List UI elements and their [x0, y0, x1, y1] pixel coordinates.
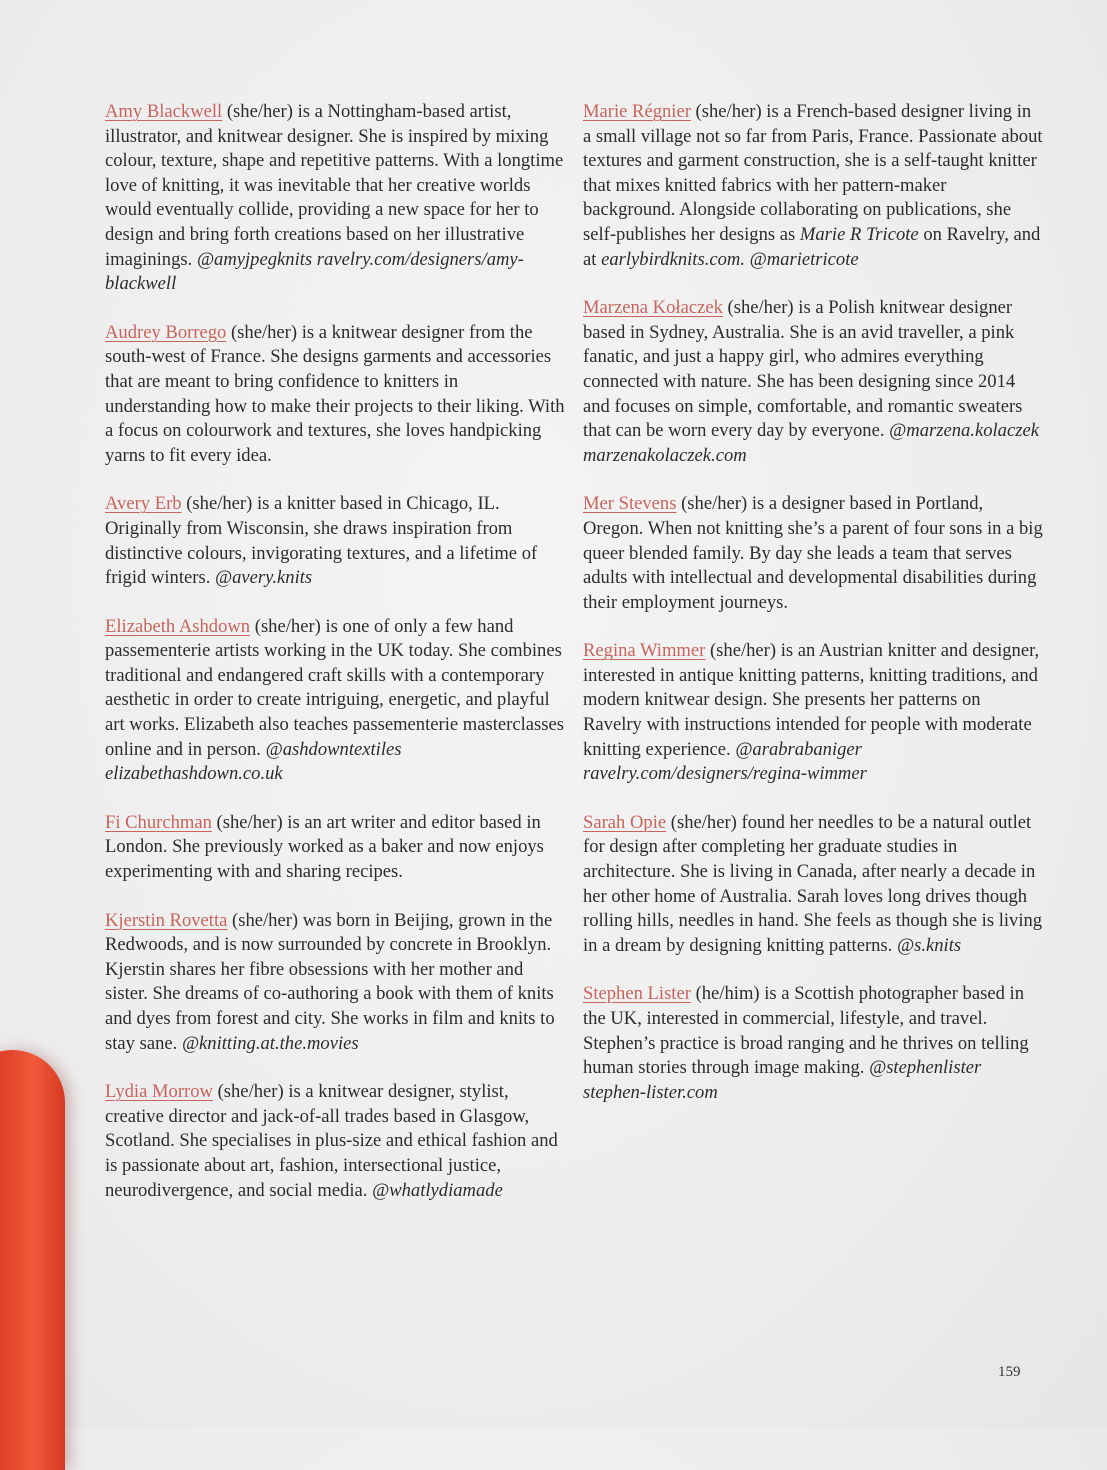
bio-text: is a designer based in Portland, Oregon. When not knitting she’s a parent of four sons in a big queer blended family. By day she leads a team that serves adults with intellectual and developmental disabilities during their employment journeys.	[583, 493, 1043, 613]
social-handle: @ashdowntextiles elizabethashdown.co.uk	[105, 738, 402, 785]
bio-marzena-kolaczek	[583, 296, 1043, 468]
bio-stephen-lister	[583, 982, 1043, 1105]
pronouns: (she/her)	[226, 321, 298, 343]
pronouns: (he/him)	[690, 983, 760, 1005]
pronouns: (she/her)	[666, 811, 737, 833]
pronouns: (she/her)	[722, 297, 794, 319]
social-handle: earlybirdknits.com. @marietricote	[601, 248, 859, 270]
social-handle: @marzena.kolaczek marzenakolaczek.com	[583, 420, 1039, 466]
designer-name-link[interactable]: Regina Wimmer	[583, 640, 706, 662]
designer-name-link[interactable]: Amy Blackwell	[105, 101, 223, 122]
bio-text: found her needles to be a natural outlet for design after completing her graduate studies in architecture. She is living in Canada, after nearly a decade in her other home of Australia. Sarah loves long drives though rolling hills, needles in hand. She feels as though she is living in a dream by designing knitting patterns.	[583, 811, 1043, 956]
designer-name-link[interactable]: Lydia Morrow	[105, 1081, 213, 1103]
brand-name: Marie R Tricote	[799, 223, 919, 245]
social-handle: @knitting.at.the.movies	[181, 1032, 359, 1054]
bio-amy-blackwell	[105, 100, 565, 297]
bio-text: is a Scottish photographer based in the UK, interested in commercial, lifestyle, and travel. Stephen’s practice is broad ranging and he thrives on telling human stories through image making.	[583, 983, 1029, 1079]
bio-kjerstin-rovetta	[105, 909, 565, 1057]
designer-name-link[interactable]: Elizabeth Ashdown	[105, 615, 251, 637]
pronouns: (she/her)	[181, 493, 253, 515]
bio-text: is one of only a few hand passementerie artists working in the UK today. She combines traditional and endangered craft skills with a contemporary aesthetic in order to create intriguing, energetic, and playful art works. Elizabeth also teaches passementerie masterclasses online and in person.	[105, 615, 564, 760]
pronouns: (she/her)	[222, 101, 293, 122]
bio-text: is a knitwear designer, stylist, creative director and jack-of-all trades based in Glasgow, Scotland. She specialises in plus-size and ethical fashion and is passionate about art, fashion, intersectional justice, neurodivergence, and social media.	[105, 1081, 558, 1201]
bio-sarah-opie	[583, 811, 1043, 959]
designer-name-link[interactable]: Marzena Kołaczek	[583, 297, 723, 319]
social-handle: @whatlydiamade	[372, 1179, 503, 1201]
red-object-photo	[0, 1050, 65, 1470]
bio-text: is an Austrian knitter and designer, interested in antique knitting patterns, knitting traditions, and modern knitwear design. She presents her patterns on Ravelry with instructions intended for people with moderate knitting experience.	[583, 640, 1040, 760]
bio-avery-erb	[105, 492, 565, 590]
designer-name-link[interactable]: Mer Stevens	[583, 493, 677, 515]
designer-name-link[interactable]: Audrey Borrego	[105, 321, 227, 343]
bio-text: is a knitwear designer from the south-west of France. She designs garments and accessories that are meant to bring confidence to knitters in understanding how to make their projects to their liking. With a focus on colourwork and textures, she loves handpicking yarns to fit every idea.	[105, 321, 565, 466]
bio-fi-churchman	[105, 811, 565, 885]
social-handle: @arabrabaniger ravelry.com/designers/regina-wimmer	[583, 738, 867, 785]
designer-name-link[interactable]: Avery Erb	[105, 493, 182, 515]
bio-marie-regnier	[583, 100, 1043, 272]
social-handle: @stephenlister stephen-lister.com	[583, 1057, 982, 1103]
bio-text: was born in Beijing, grown in the Redwoods, and is now surrounded by concrete in Brooklyn. Kjerstin shares her fibre obsessions with her mother and sister. She dreams of co-authoring a book with them of knits and dyes from forest and city. She works in film and knits to stay sane.	[105, 909, 555, 1054]
pronouns: (she/her)	[227, 909, 299, 931]
pronouns: (she/her)	[212, 1081, 284, 1103]
pronouns: (she/her)	[705, 640, 777, 662]
bio-text: is a Polish knitwear designer based in Sydney, Australia. She is an avid traveller, a pink fanatic, and just a happy girl, who admires everything connected with nature. She has been designing since 2014 and focuses on simple, comfortable, and romantic sweaters that can be worn every day by everyone.	[583, 297, 1023, 442]
bio-audrey-borrego	[105, 321, 565, 469]
designer-name-link[interactable]: Stephen Lister	[583, 983, 691, 1005]
bio-mer-stevens	[583, 492, 1043, 615]
bio-text-cont: on Ravelry, and at	[583, 223, 1041, 270]
bio-text: is a knitter based in Chicago, IL. Originally from Wisconsin, she draws inspiration from distinctive colours, invigorating textures, and a lifetime of frigid winters.	[105, 493, 538, 589]
pronouns: (she/her)	[211, 811, 283, 833]
pronouns: (she/her)	[690, 101, 762, 122]
designer-name-link[interactable]: Fi Churchman	[105, 811, 212, 833]
left-column	[105, 100, 565, 1227]
social-handle: @s.knits	[896, 934, 962, 956]
bio-elizabeth-ashdown	[105, 615, 565, 787]
bio-text: is a Nottingham-based artist, illustrator, and knitwear designer. She is inspired by mixing colour, texture, shape and repetitive patterns. With a longtime love of knitting, it was inevitable that her creative worlds would eventually collide, providing a new space for her to design and bring forth creations based on her illustrative imaginings.	[105, 101, 564, 270]
right-column	[583, 100, 1043, 1129]
social-handle: @amyjpegknits ravelry.com/designers/amy-blackwell	[105, 248, 524, 295]
designer-name-link[interactable]: Marie Régnier	[583, 101, 691, 122]
bio-text: is an art writer and editor based in London. She previously worked as a baker and now enjoys experimenting with and sharing recipes.	[105, 811, 544, 883]
bio-text: is a French-based designer living in a small village not so far from Paris, France. Passionate about textures and garment construction, she is a self-taught knitter that mixes knitted fabrics with her pattern-maker background. Alongside collaborating on publications, she self-publishes her designs as	[583, 101, 1043, 245]
bio-regina-wimmer	[583, 639, 1043, 787]
designer-name-link[interactable]: Kjerstin Rovetta	[105, 909, 228, 931]
designer-name-link[interactable]: Sarah Opie	[583, 811, 667, 833]
pronouns: (she/her)	[676, 493, 748, 515]
pronouns: (she/her)	[250, 615, 321, 637]
bio-lydia-morrow	[105, 1080, 565, 1203]
page-number: 159	[998, 1364, 1021, 1380]
social-handle: @avery.knits	[215, 567, 313, 589]
